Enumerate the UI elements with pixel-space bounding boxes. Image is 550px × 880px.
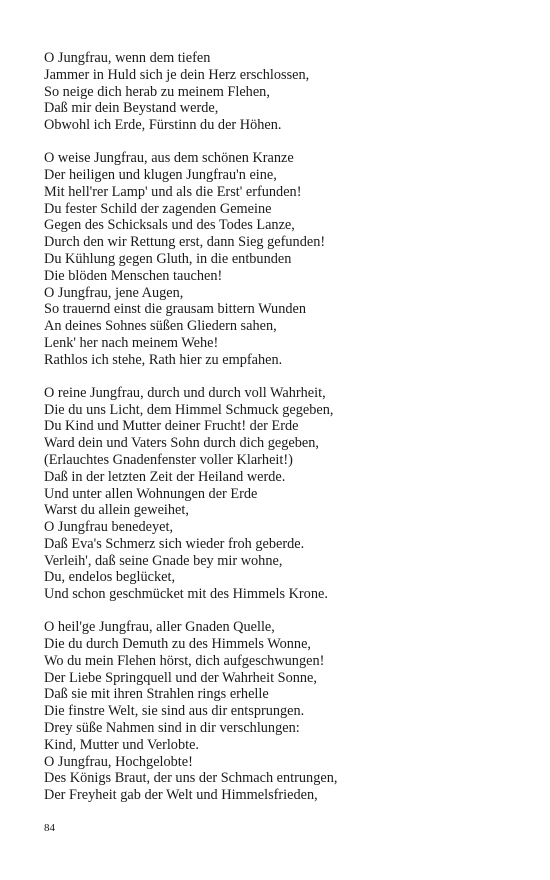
page-number: 84 [44, 822, 55, 834]
verse-line: Obwohl ich Erde, Fürstinn du der Höhen. [44, 117, 282, 134]
verse-line: Lenk' her nach meinem Wehe! [44, 334, 219, 351]
verse-line: Mit hell'rer Lamp' und als die Erst' erfunden! [44, 183, 302, 200]
verse-line: Daß in der letzten Zeit der Heiland werde. [44, 468, 286, 485]
stanza [44, 150, 524, 368]
verse-line: O weise Jungfrau, aus dem schönen Kranze [44, 150, 294, 167]
verse-line: O reine Jungfrau, durch und durch voll Wahrheit, [44, 384, 326, 401]
verse-line: Die du durch Demuth zu des Himmels Wonne, [44, 636, 311, 653]
verse-line: Kind, Mutter und Verlobte. [44, 736, 199, 753]
verse-line: Du Kind und Mutter deiner Frucht! der Erde [44, 418, 299, 435]
verse-line: Der Liebe Springquell und der Wahrheit Sonne, [44, 669, 317, 686]
verse-line: Wo du mein Flehen hörst, dich aufgeschwungen! [44, 652, 325, 669]
verse-line: Verleih', daß seine Gnade bey mir wohne, [44, 552, 283, 569]
verse-line: Des Königs Braut, der uns der Schmach entrungen, [44, 770, 338, 787]
verse-line: Drey süße Nahmen sind in dir verschlungen: [44, 720, 300, 737]
verse-line: Jammer in Huld sich je dein Herz erschlossen, [44, 66, 310, 83]
verse-line: Daß sie mit ihren Strahlen rings erhelle [44, 686, 269, 703]
verse-line: Rathlos ich stehe, Rath hier zu empfahen. [44, 351, 283, 368]
verse-line: O Jungfrau, jene Augen, [44, 284, 184, 301]
verse-line: Ward dein und Vaters Sohn durch dich gegeben, [44, 435, 319, 452]
verse-line: Du fester Schild der zagenden Gemeine [44, 200, 272, 217]
verse-line: Du, endelos beglücket, [44, 569, 176, 586]
verse-line: So trauernd einst die grausam bittern Wunden [44, 301, 306, 318]
verse-line: So neige dich herab zu meinem Flehen, [44, 83, 270, 100]
verse-line: Und schon geschmücket mit des Himmels Krone. [44, 586, 328, 603]
verse-line: Durch den wir Rettung erst, dann Sieg gefunden! [44, 234, 326, 251]
stanza [44, 619, 524, 804]
verse-line: An deines Sohnes süßen Gliedern sahen, [44, 318, 277, 335]
verse-line: Der Freyheit gab der Welt und Himmelsfrieden, [44, 787, 318, 804]
stanza [44, 385, 524, 603]
verse-line: Die finstre Welt, sie sind aus dir entsprungen. [44, 703, 305, 720]
verse-line: Du Kühlung gegen Gluth, in die entbunden [44, 250, 292, 267]
verse-line: Gegen des Schicksals und des Todes Lanze, [44, 217, 295, 234]
verse-line: (Erlauchtes Gnadenfenster voller Klarheit!) [44, 451, 293, 468]
poem-body [44, 50, 524, 820]
verse-line: Daß Eva's Schmerz sich wieder froh geberde. [44, 535, 305, 552]
verse-line: Und unter allen Wohnungen der Erde [44, 485, 258, 502]
verse-line: Der heiligen und klugen Jungfrau'n eine, [44, 166, 277, 183]
verse-line: O Jungfrau benedeyet, [44, 519, 174, 536]
verse-line: Die du uns Licht, dem Himmel Schmuck gegeben, [44, 401, 334, 418]
verse-line: Warst du allein geweihet, [44, 502, 189, 519]
verse-line: O Jungfrau, Hochgelobte! [44, 753, 193, 770]
verse-line: Daß mir dein Beystand werde, [44, 100, 219, 117]
verse-line: O Jungfrau, wenn dem tiefen [44, 50, 211, 66]
verse-line: Die blöden Menschen tauchen! [44, 267, 223, 284]
verse-line: O heil'ge Jungfrau, aller Gnaden Quelle, [44, 619, 275, 636]
stanza [44, 50, 524, 134]
